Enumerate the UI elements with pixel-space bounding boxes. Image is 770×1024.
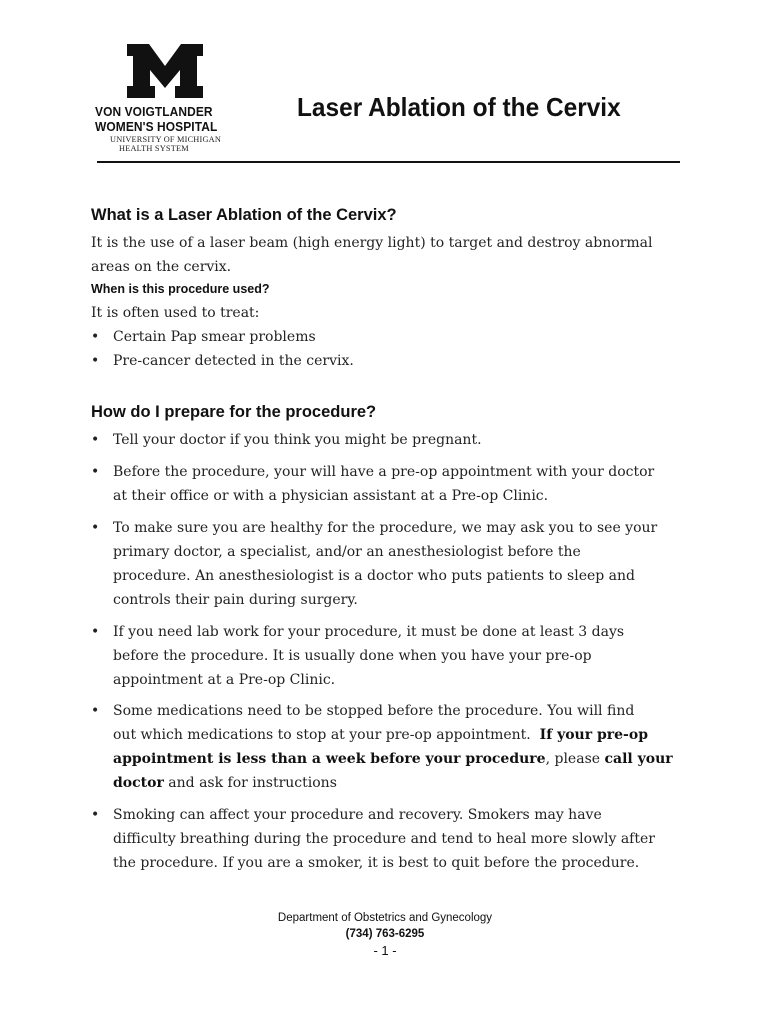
block-m-logo-icon xyxy=(127,44,203,98)
bullet-dot-icon: • xyxy=(91,807,100,823)
list-item-line: Tell your doctor if you think you might be pregnant. xyxy=(113,432,482,448)
logo-text-line1: VON VOIGTLANDER xyxy=(95,104,213,119)
logo-text-line3: UNIVERSITY OF MICHIGAN xyxy=(110,135,222,144)
list-item-line: controls their pain during surgery. xyxy=(113,592,358,608)
text-run: and ask for instructions xyxy=(163,775,337,791)
page-number: - 1 - xyxy=(373,943,397,958)
bullet-dot-icon: • xyxy=(91,624,100,640)
list-item-line: If you need lab work for your procedure, it must be done at least 3 days xyxy=(113,624,625,640)
header-divider xyxy=(97,161,680,163)
text-run: , please xyxy=(545,751,605,767)
list-item-line: the procedure. If you are a smoker, it is best to quit before the procedure. xyxy=(113,855,640,871)
bold-text-run: call your xyxy=(604,751,673,767)
bullet-dot-icon: • xyxy=(91,464,100,480)
logo-text-line2: WOMEN'S HOSPITAL xyxy=(95,119,218,134)
bullet-dot-icon: • xyxy=(91,432,100,448)
list-item-text xyxy=(113,803,691,875)
bullet-dot-icon: • xyxy=(91,703,100,719)
list-item-text xyxy=(113,428,691,452)
section-heading-what-is: What is a Laser Ablation of the Cervix? xyxy=(91,206,397,224)
document-title: Laser Ablation of the Cervix xyxy=(297,92,621,122)
list-item-line: To make sure you are healthy for the procedure, we may ask you to see your xyxy=(113,520,658,536)
list-item-line xyxy=(113,771,691,795)
list-item-text xyxy=(113,699,691,795)
list-item-line: before the procedure. It is usually done when you have your pre-op xyxy=(113,648,592,664)
list-item-line xyxy=(113,747,691,771)
bold-text-run: appointment is less than a week before your procedure xyxy=(113,751,546,767)
list-item-line: appointment at a Pre-op Clinic. xyxy=(113,672,336,688)
list-item-line: Some medications need to be stopped before the procedure. You will find xyxy=(113,703,635,719)
footer-department: Department of Obstetrics and Gynecology xyxy=(277,912,493,924)
bullet-dot-icon: • xyxy=(91,520,100,536)
paragraph-intro: It is often used to treat: xyxy=(91,305,260,321)
paragraph-line: It is the use of a laser beam (high energy light) to target and destroy abnormal xyxy=(91,235,653,251)
text-run: out which medications to stop at your pre-op appointment. xyxy=(113,727,540,743)
list-item-text: Certain Pap smear problems xyxy=(113,329,316,345)
list-item-text: Pre-cancer detected in the cervix. xyxy=(113,353,354,369)
subheading-when-used: When is this procedure used? xyxy=(91,282,270,296)
list-item-line: difficulty breathing during the procedure and tend to heal more slowly after xyxy=(113,831,655,847)
list-item-line: primary doctor, a specialist, and/or an anesthesiologist before the xyxy=(113,544,581,560)
logo-text-line4: HEALTH SYSTEM xyxy=(119,144,189,153)
bullet-dot-icon: • xyxy=(91,353,100,369)
paragraph-line: areas on the cervix. xyxy=(91,259,232,275)
footer-phone: (734) 763-6295 xyxy=(345,928,425,940)
bold-text-run: If your pre-op xyxy=(539,727,648,743)
list-item-line: at their office or with a physician assistant at a Pre-op Clinic. xyxy=(113,488,549,504)
list-item-line: procedure. An anesthesiologist is a doctor who puts patients to sleep and xyxy=(113,568,636,584)
bullet-dot-icon: • xyxy=(91,329,100,345)
list-item-line xyxy=(113,723,691,747)
bold-text-run: doctor xyxy=(113,775,164,791)
list-item-line: Before the procedure, your will have a pre-op appointment with your doctor xyxy=(113,464,655,480)
list-item-text xyxy=(113,460,691,508)
list-item-line: Smoking can affect your procedure and recovery. Smokers may have xyxy=(113,807,602,823)
list-item-text xyxy=(113,516,691,612)
list-item-text xyxy=(113,620,691,692)
paragraph-definition xyxy=(91,231,691,279)
section-heading-prepare: How do I prepare for the procedure? xyxy=(91,403,377,421)
